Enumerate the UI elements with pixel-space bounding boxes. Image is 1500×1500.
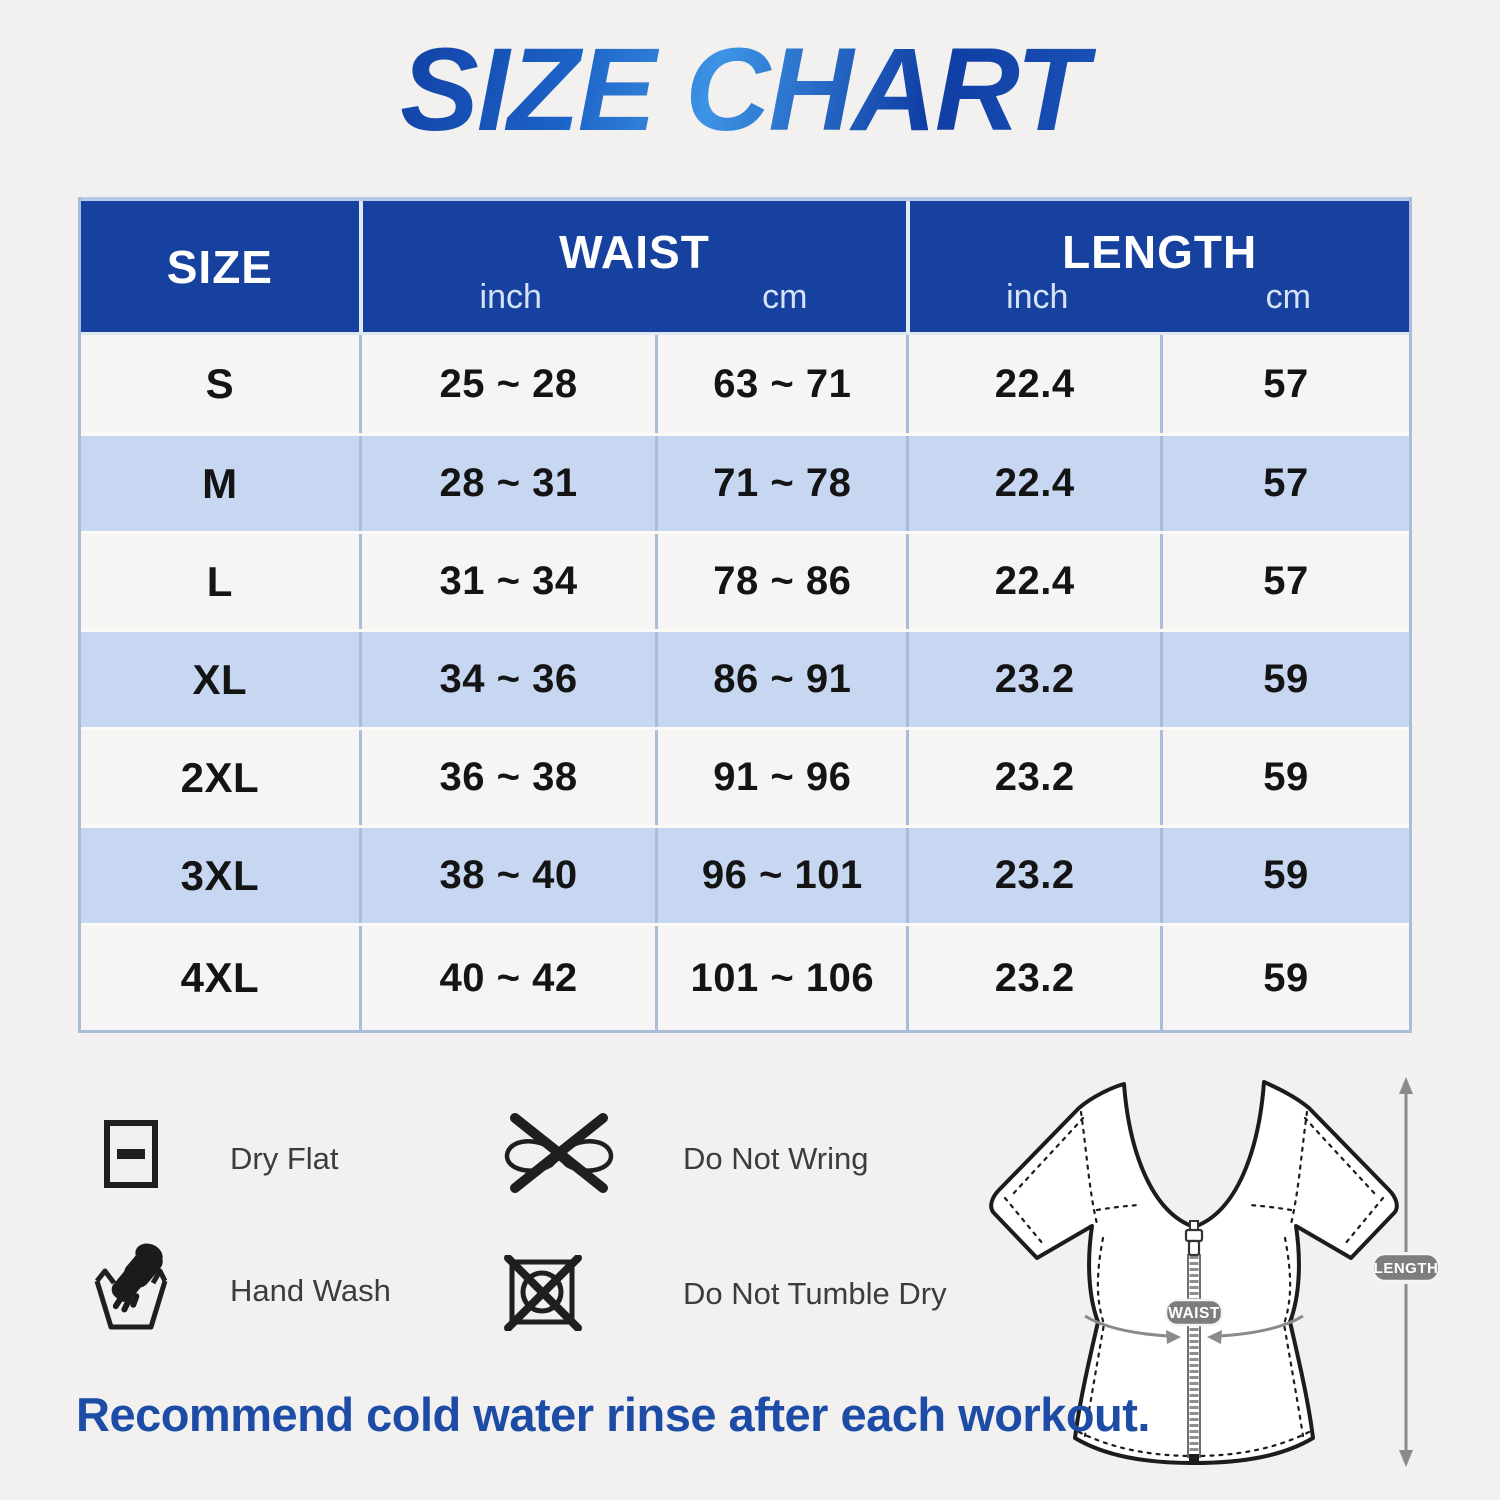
size-table — [78, 197, 1412, 1033]
table-cell: 23.2 — [906, 730, 1160, 825]
table-row — [81, 629, 1409, 727]
do-not-wring-icon — [498, 1111, 620, 1195]
waist-unit-cm: cm — [762, 278, 808, 316]
care-label: Dry Flat — [230, 1141, 339, 1176]
header-waist — [359, 201, 907, 332]
waist-units — [363, 278, 907, 318]
care-label: Do Not Wring — [683, 1141, 869, 1176]
table-cell: M — [202, 459, 238, 507]
table-row — [81, 335, 1409, 433]
table-cell: 59 — [1160, 730, 1409, 825]
table-cell: 31 ~ 34 — [359, 534, 656, 629]
care-label: Do Not Tumble Dry — [683, 1276, 947, 1311]
length-measure — [1373, 1077, 1439, 1467]
table-cell: 23.2 — [906, 632, 1160, 727]
table-cell: 78 ~ 86 — [655, 534, 906, 629]
length-arrow-up-icon — [1399, 1077, 1413, 1094]
table-cell: L — [206, 557, 233, 605]
table-cell: 71 ~ 78 — [655, 436, 906, 531]
table-cell: 57 — [1160, 534, 1409, 629]
header-length-label: LENGTH — [1062, 226, 1258, 278]
table-row — [81, 531, 1409, 629]
header-size — [81, 201, 359, 332]
table-row — [81, 825, 1409, 923]
table-cell: 59 — [1160, 926, 1409, 1030]
table-row — [81, 727, 1409, 825]
header-length — [906, 201, 1409, 332]
length-unit-cm: cm — [1265, 278, 1311, 316]
table-cell: 57 — [1160, 436, 1409, 531]
table-cell: 4XL — [180, 954, 260, 1001]
length-unit-inch: inch — [1006, 278, 1069, 316]
table-cell: 96 ~ 101 — [655, 828, 906, 923]
table-cell: 3XL — [180, 851, 260, 899]
table-cell: 86 ~ 91 — [655, 632, 906, 727]
table-row — [81, 923, 1409, 1030]
length-units — [910, 278, 1409, 318]
table-cell: 57 — [1160, 335, 1409, 433]
page-title: SIZE CHART — [400, 22, 1100, 158]
dry-flat-icon — [102, 1119, 160, 1189]
table-cell: 22.4 — [906, 335, 1160, 433]
length-badge-label: LENGTH — [1373, 1260, 1439, 1277]
header-waist-label: WAIST — [559, 226, 710, 278]
do-not-tumble-dry-icon — [504, 1255, 582, 1331]
table-header — [81, 197, 1409, 335]
table-cell: 25 ~ 28 — [359, 335, 656, 433]
table-cell: 59 — [1160, 632, 1409, 727]
table-cell: 22.4 — [906, 436, 1160, 531]
table-cell: S — [205, 360, 235, 407]
header-size-label: SIZE — [166, 240, 273, 293]
table-cell: 22.4 — [906, 534, 1160, 629]
table-cell: XL — [192, 655, 248, 703]
table-cell: 59 — [1160, 828, 1409, 923]
table-row — [81, 433, 1409, 531]
waist-unit-inch: inch — [479, 278, 542, 316]
table-cell: 36 ~ 38 — [359, 730, 656, 825]
care-label: Hand Wash — [230, 1273, 391, 1308]
table-cell: 34 ~ 36 — [359, 632, 656, 727]
table-cell: 63 ~ 71 — [655, 335, 906, 433]
table-cell: 38 ~ 40 — [359, 828, 656, 923]
table-cell: 23.2 — [906, 828, 1160, 923]
length-arrow-down-icon — [1399, 1450, 1413, 1467]
bottom-note: Recommend cold water rinse after each workout. — [76, 1388, 1150, 1441]
table-cell: 28 ~ 31 — [359, 436, 656, 531]
table-cell: 91 ~ 96 — [655, 730, 906, 825]
table-cell: 40 ~ 42 — [359, 926, 656, 1030]
hand-wash-icon — [92, 1240, 170, 1332]
table-cell: 23.2 — [906, 926, 1160, 1030]
title-wrap — [0, 22, 1500, 158]
table-cell: 2XL — [180, 753, 260, 801]
table-cell: 101 ~ 106 — [655, 926, 906, 1030]
table-body — [81, 335, 1409, 1030]
waist-badge-label: WAIST — [1168, 1305, 1220, 1322]
